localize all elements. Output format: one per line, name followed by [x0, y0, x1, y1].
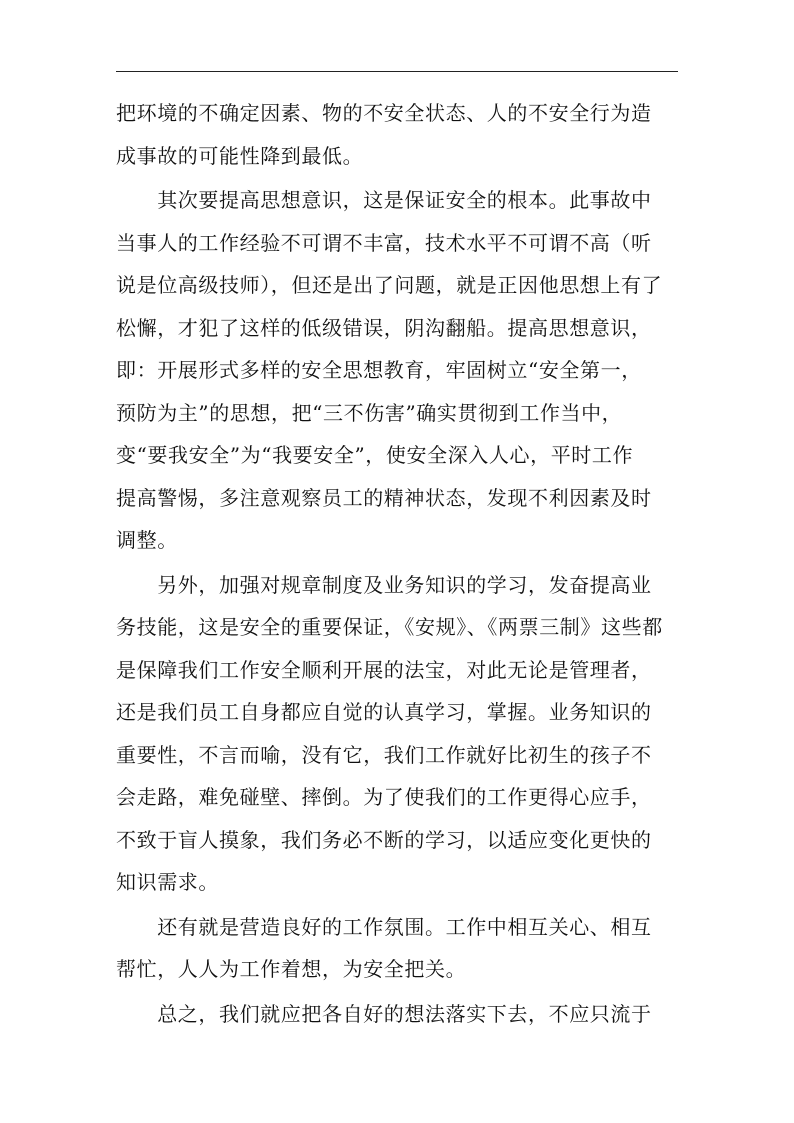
text-line: 重要性，不言而喻，没有它，我们工作就好比初生的孩子不: [116, 742, 652, 767]
text-line: 当事人的工作经验不可谓不丰富，技术水平不可谓不高（听: [116, 230, 652, 255]
text-line: 松懈，才犯了这样的低级错误，阴沟翻船。提高思想意识，: [116, 315, 652, 340]
text-line: 变“要我安全”为“我要安全”，使安全深入人心，平时工作: [116, 443, 634, 467]
text-line: 还有就是营造良好的工作氛围。工作中相互关心、相互: [116, 914, 652, 939]
text-line: 总之，我们就应把各自好的想法落实下去，不应只流于: [116, 1001, 652, 1026]
text-line: 另外，加强对规章制度及业务知识的学习，发奋提高业: [116, 572, 652, 597]
text-line: 说是位高级技师），但还是出了问题，就是正因他思想上有了: [116, 273, 663, 297]
text-line: 成事故的可能性降到最低。: [116, 143, 364, 168]
text-line: 会走路，难免碰壁、摔倒。为了使我们的工作更得心应手，: [116, 785, 652, 809]
text-line: 把环境的不确定因素、物的不安全状态、人的不安全行为造: [116, 101, 652, 125]
text-line: 帮忙，人人为工作着想，为安全把关。: [116, 957, 467, 981]
text-line: 知识需求。: [116, 870, 219, 894]
text-line: 提高警惕，多注意观察员工的精神状态，发现不利因素及时: [116, 485, 652, 510]
document-body: [116, 92, 678, 1035]
text-line: 还是我们员工自身都应自觉的认真学习，掌握。业务知识的: [116, 700, 652, 724]
text-line: 即：开展形式多样的安全思想教育，牢固树立“安全第一，: [116, 358, 642, 382]
text-line: 不致于盲人摸象，我们务必不断的学习，以适应变化更快的: [116, 827, 652, 852]
header-rule: [116, 71, 678, 72]
text-line: 其次要提高思想意识，这是保证安全的根本。此事故中: [116, 188, 652, 212]
text-line: 调整。: [116, 528, 178, 552]
text-line: 务技能，这是安全的重要保证，《安规》、《两票三制》这些都: [116, 615, 663, 639]
text-line: 是保障我们工作安全顺利开展的法宝，对此无论是管理者，: [116, 657, 652, 682]
text-line: 预防为主”的思想，把“三不伤害”确实贯彻到工作当中，: [116, 400, 623, 425]
